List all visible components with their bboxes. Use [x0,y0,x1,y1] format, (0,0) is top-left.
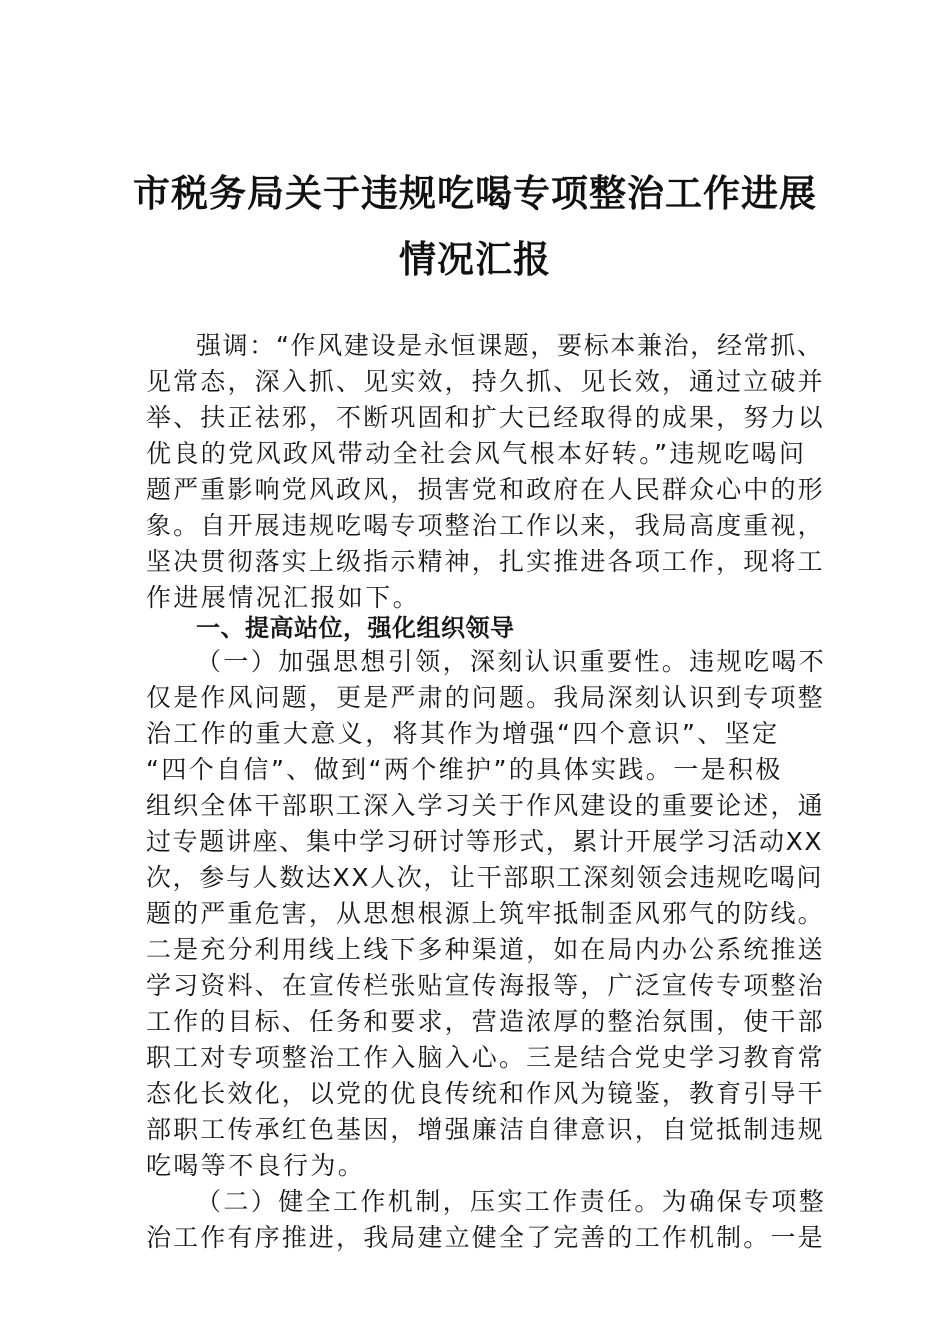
body-line: 治工作有序推进，我局建立健全了完善的工作机制。一是 [146,1223,825,1252]
body-line: 吃喝等不良行为。 [146,1151,366,1180]
body-line: 强调：“作风建设是永恒课题，要标本兼治，经常抓、 [196,331,824,360]
body-line: 坚决贯彻落实上级指示精神，扎实推进各项工作，现将工 [146,547,825,576]
body-line: 部职工传承红色基因，增强廉洁自律意识，自觉抵制违规 [146,1115,825,1144]
body-line: 组织全体干部职工深入学习关于作风建设的重要论述，通 [146,791,825,820]
body-line: 作进展情况汇报如下。 [146,583,421,612]
body-line: 治工作的重大意义，将其作为增强“四个意识”、坚定 [146,719,780,748]
body-line: （一）加强思想引领，深刻认识重要性。违规吃喝不 [196,647,827,676]
document-title-line-2: 情况汇报 [399,237,551,281]
body-line: 题的严重危害，从思想根源上筑牢抵制歪风邪气的防线。 [146,899,825,928]
body-line: 象。自开展违规吃喝专项整治工作以来，我局高度重视， [146,511,825,540]
section-heading: 一、提高站位，强化组织领导 [196,614,515,642]
body-line: 次，参与人数达XX人次，让干部职工深刻领会违规吃喝问 [146,863,824,892]
body-line: “四个自信”、做到“两个维护”的具体实践。一是积极 [146,755,783,784]
body-line: 题严重影响党风政风，损害党和政府在人民群众心中的形 [146,475,825,504]
body-line: （二）健全工作机制，压实工作责任。为确保专项整 [196,1187,827,1216]
body-line: 态化长效化，以党的优良传统和作风为镜鉴，教育引导干 [146,1079,825,1108]
body-line: 学习资料、在宣传栏张贴宣传海报等，广泛宣传专项整治 [146,971,825,1000]
body-line: 仅是作风问题，更是严肃的问题。我局深刻认识到专项整 [146,683,825,712]
body-line: 举、扶正祛邪，不断巩固和扩大已经取得的成果，努力以 [146,403,825,432]
body-line: 见常态，深入抓、见实效，持久抓、见长效，通过立破并 [146,367,825,396]
body-line: 工作的目标、任务和要求，营造浓厚的整治氛围，使干部 [146,1007,825,1036]
body-line: 职工对专项整治工作入脑入心。三是结合党史学习教育常 [146,1043,825,1072]
body-line: 二是充分利用线上线下多种渠道，如在局内办公系统推送 [146,935,825,964]
body-line: 优良的党风政风带动全社会风气根本好转。”违规吃喝问 [146,439,807,468]
body-line: 过专题讲座、集中学习研讨等形式，累计开展学习活动XX [146,827,824,856]
document-title-line-1: 市税务局关于违规吃喝专项整治工作进展 [133,171,817,215]
